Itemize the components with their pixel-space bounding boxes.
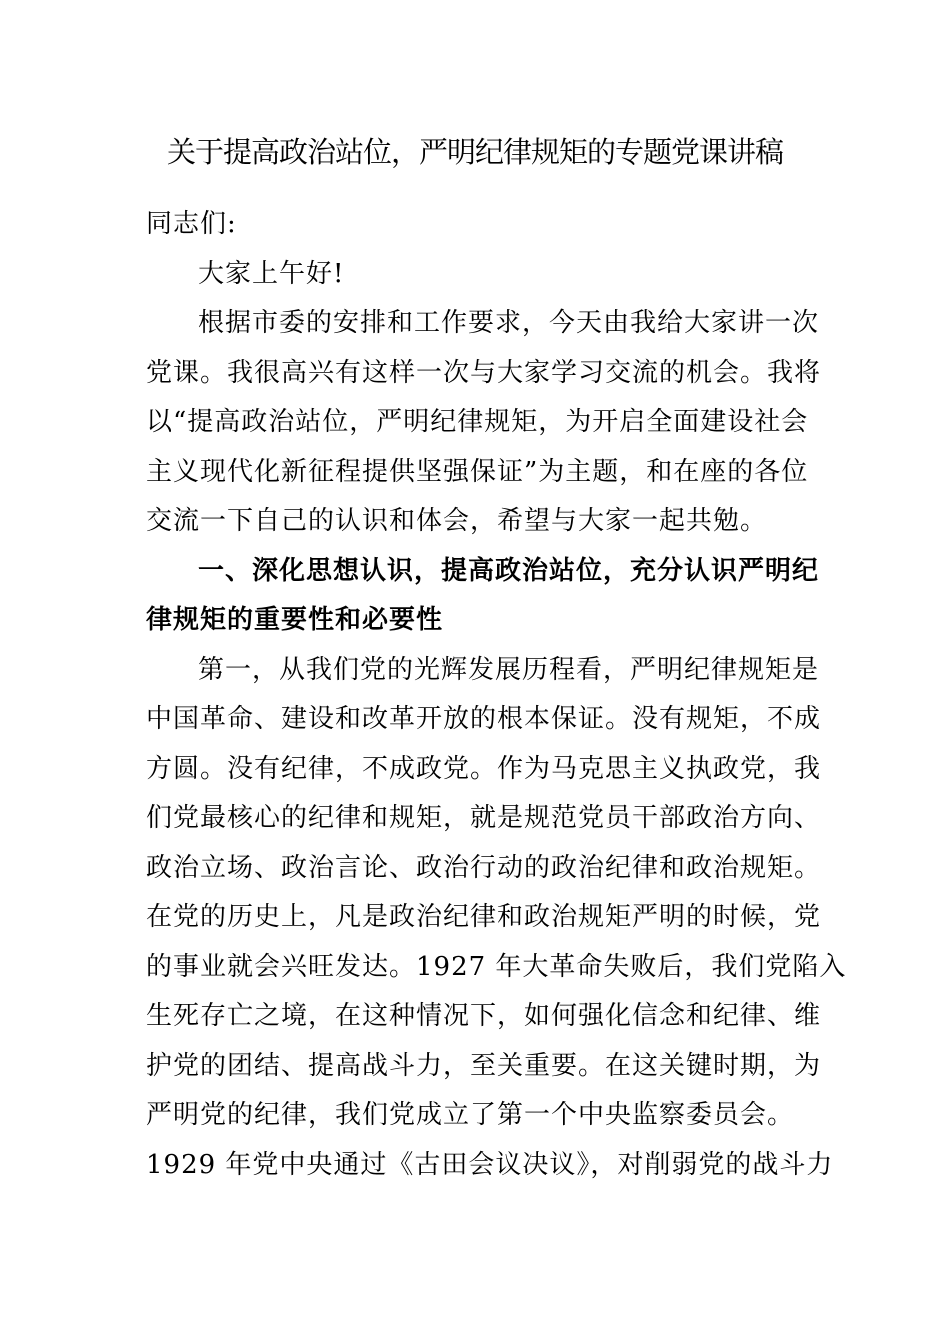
text-line: 中国革命、建设和改革开放的根本保证。没有规矩，不成 <box>146 704 822 734</box>
text-line: 的事业就会兴旺发达。1927 年大革命失败后，我们党陷入 <box>146 951 847 982</box>
section-heading-line: 律规矩的重要性和必要性 <box>146 605 444 635</box>
text-line: 大家上午好! <box>198 258 345 289</box>
text-line: 以“提高政治站位，严明纪律规矩，为开启全面建设社会 <box>146 407 809 437</box>
text-line: 主义现代化新征程提供坚强保证”为主题，和在座的各位 <box>146 456 809 487</box>
text-line: 护党的团结、提高战斗力，至关重要。在这关键时期，为 <box>146 1050 822 1081</box>
text-line: 们党最核心的纪律和规矩，就是规范党员干部政治方向、 <box>146 803 822 833</box>
text-line: 党课。我很高兴有这样一次与大家学习交流的机会。我将 <box>146 357 822 388</box>
text-line: 方圆。没有纪律，不成政党。作为马克思主义执政党，我 <box>146 753 822 784</box>
section-heading-line: 一、深化思想认识，提高政治站位，充分认识严明纪 <box>198 555 820 586</box>
text-line: 1929 年党中央通过《古田会议决议》，对削弱党的战斗力 <box>146 1149 834 1180</box>
text-line: 政治立场、政治言论、政治行动的政治纪律和政治规矩。 <box>146 852 822 883</box>
text-line: 根据市委的安排和工作要求，今天由我给大家讲一次 <box>198 308 820 338</box>
text-line: 交流一下自己的认识和体会，希望与大家一起共勉。 <box>146 506 768 536</box>
text-line: 严明党的纪律，我们党成立了第一个中央监察委员会。 <box>146 1100 795 1130</box>
text-line: 生死存亡之境，在这种情况下，如何强化信念和纪律、维 <box>146 1001 822 1031</box>
text-line: 第一，从我们党的光辉发展历程看，严明纪律规矩是 <box>198 654 820 685</box>
text-line: 在党的历史上，凡是政治纪律和政治规矩严明的时候，党 <box>146 902 822 932</box>
text-line: 同志们: <box>146 209 237 239</box>
document-body <box>146 200 847 1190</box>
document-title: 关于提高政治站位，严明纪律规矩的专题党课讲稿 <box>166 135 783 169</box>
